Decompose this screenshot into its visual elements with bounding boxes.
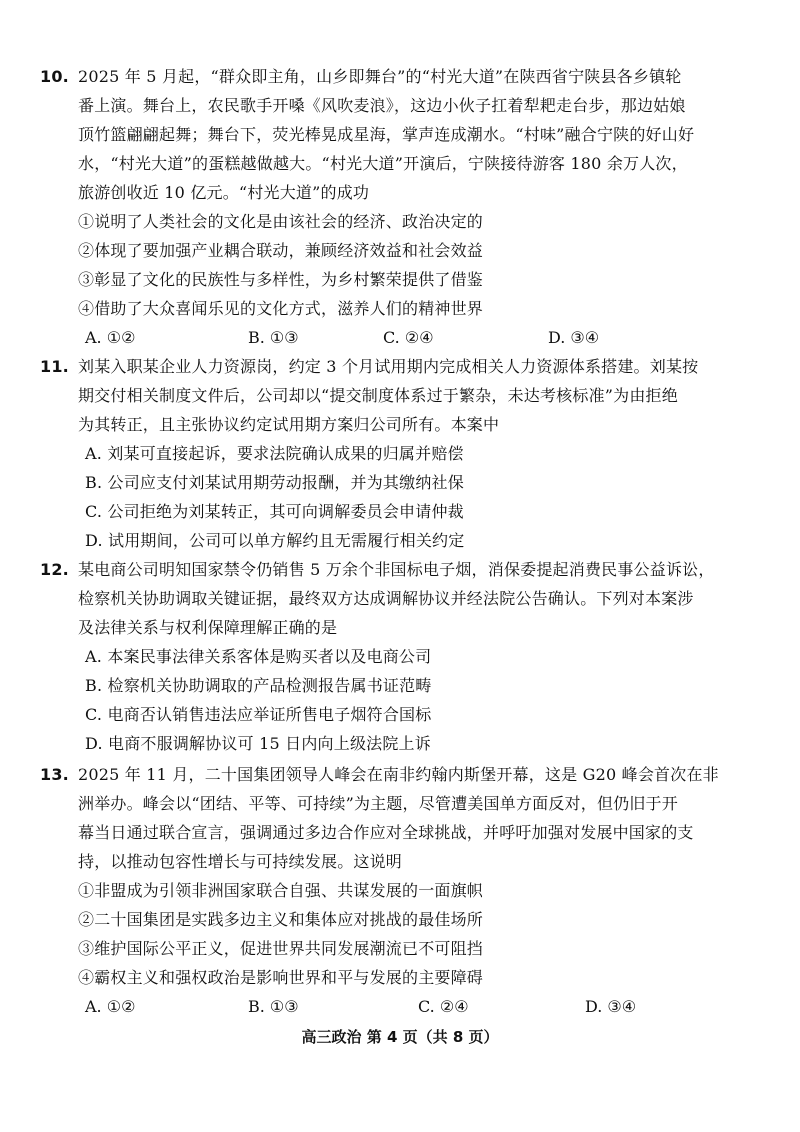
option-d: D. ③④	[548, 328, 600, 347]
question-stem-line: 番上演。舞台上，农民歌手开嗓《风吹麦浪》，这边小伙子扛着犁耙走台步，那边姑娘	[78, 96, 686, 115]
question-stem-line: 期交付相关制度文件后，公司却以“提交制度体系过于繁杂，未达考核标准”为由拒绝	[78, 386, 678, 405]
page-footer: 高三政治 第 4 页（共 8 页）	[301, 1028, 499, 1046]
question-stem-line: 11. 刘某入职某企业人力资源岗，约定 3 个月试用期内完成相关人力资源体系搭建。刘某按	[40, 352, 780, 381]
options-row	[40, 992, 780, 1021]
question-stem-line: 持，以推动包容性增长与可持续发展。这说明	[78, 852, 403, 871]
option-c: C. ②④	[418, 997, 469, 1016]
statement-3: ③彰显了文化的民族性与多样性，为乡村繁荣提供了借鉴	[78, 270, 484, 289]
option-b: B. 检察机关协助调取的产品检测报告属书证范畴	[85, 676, 432, 695]
option-a: A. 刘某可直接起诉，要求法院确认成果的归属并赔偿	[85, 444, 464, 463]
question-stem-line: 及法律关系与权利保障理解正确的是	[78, 618, 338, 637]
option-c: C. 公司拒绝为刘某转正，其可向调解委员会申请仲裁	[85, 502, 464, 521]
statement-2: ②二十国集团是实践多边主义和集体应对挑战的最佳场所	[78, 910, 484, 929]
question-stem-line: 顶竹篮翩翩起舞；舞台下，荧光棒晃成星海，掌声连成潮水。“村味”融合宁陕的好山好	[78, 125, 695, 144]
statement-4: ④霸权主义和强权政治是影响世界和平与发展的主要障碍	[78, 968, 484, 987]
question-12	[40, 555, 780, 758]
statement-1: ①说明了人类社会的文化是由该社会的经济、政治决定的	[78, 212, 484, 231]
option-a: A. 本案民事法律关系客体是购买者以及电商公司	[85, 647, 432, 666]
option-c: C. 电商否认销售违法应举证所售电子烟符合国标	[85, 705, 432, 724]
option-d: D. 电商不服调解协议可 15 日内向上级法院上诉	[85, 734, 431, 753]
option-b: B. ①③	[248, 997, 299, 1016]
question-stem-line: 旅游创收近 10 亿元。“村光大道”的成功	[78, 183, 370, 202]
option-b: B. ①③	[248, 328, 299, 347]
question-number: 10.	[40, 67, 69, 86]
option-b: B. 公司应支付刘某试用期劳动报酬，并为其缴纳社保	[85, 473, 464, 492]
option-a: A. ①②	[85, 328, 136, 347]
question-stem-line: 12. 某电商公司明知国家禁令仍销售 5 万余个非国标电子烟，消保委提起消费民事公益诉讼，	[40, 555, 780, 584]
question-stem-line: 10. 2025 年 5 月起，“群众即主角，山乡即舞台”的“村光大道”在陕西省宁陕县各乡镇轮	[40, 62, 780, 91]
question-stem-line: 幕当日通过联合宣言，强调通过多边合作应对全球挑战，并呼吁加强对发展中国家的支	[78, 823, 694, 842]
option-c: C. ②④	[383, 328, 434, 347]
question-stem-line: 为其转正，且主张协议约定试用期方案归公司所有。本案中	[78, 415, 500, 434]
question-number: 13.	[40, 765, 69, 784]
question-10	[40, 62, 780, 352]
statement-3: ③维护国际公平正义，促进世界共同发展潮流已不可阻挡	[78, 939, 484, 958]
question-number: 12.	[40, 560, 69, 579]
question-stem-line: 检察机关协助调取关键证据，最终双方达成调解协议并经法院公告确认。下列对本案涉	[78, 589, 694, 608]
statement-4: ④借助了大众喜闻乐见的文化方式，滋养人们的精神世界	[78, 299, 484, 318]
question-13	[40, 760, 780, 1021]
statement-1: ①非盟成为引领非洲国家联合自强、共谋发展的一面旗帜	[78, 881, 484, 900]
question-stem-line: 13. 2025 年 11 月，二十国集团领导人峰会在南非约翰内斯堡开幕，这是 G20 峰会首次在非	[40, 760, 780, 789]
question-stem-line: 水，“村光大道”的蛋糕越做越大。“村光大道”开演后，宁陕接待游客 180 余万人次，	[78, 154, 688, 173]
option-d: D. ③④	[585, 997, 637, 1016]
question-stem-line: 洲举办。峰会以“团结、平等、可持续”为主题，尽管遭美国单方面反对，但仍旧于开	[78, 794, 678, 813]
option-a: A. ①②	[85, 997, 136, 1016]
option-d: D. 试用期间，公司可以单方解约且无需履行相关约定	[85, 531, 465, 550]
question-11	[40, 352, 780, 555]
statement-2: ②体现了要加强产业耦合联动，兼顾经济效益和社会效益	[78, 241, 484, 260]
question-number: 11.	[40, 357, 69, 376]
options-row	[40, 323, 780, 352]
